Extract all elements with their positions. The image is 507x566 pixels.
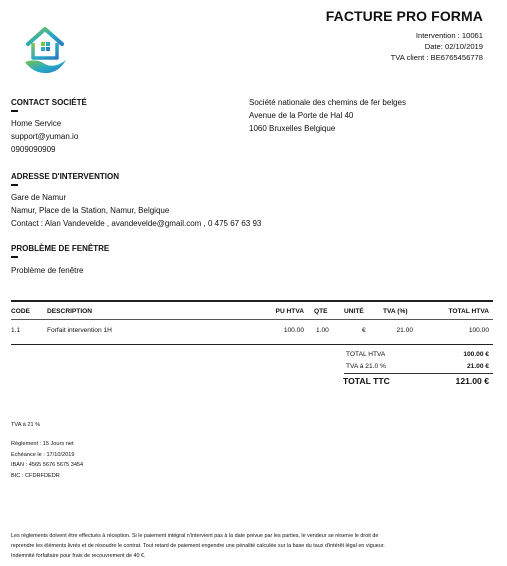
row-total: 100.00 bbox=[468, 327, 489, 334]
totals-rule bbox=[344, 373, 493, 374]
house-hand-logo-icon bbox=[22, 22, 68, 76]
table-bottom-rule bbox=[11, 344, 493, 345]
document-title: FACTURE PRO FORMA bbox=[325, 8, 483, 24]
client-vat-number: TVA client : BE6765456778 bbox=[390, 53, 483, 62]
legal-line-1: Les règlements doivent être effectués à réception. Si le paiement intégral n'intervient pas à la date prévue par les parties, le vendeur se réserve le droit de bbox=[11, 533, 379, 539]
due-date: Echéance le : 17/10/2019 bbox=[11, 452, 75, 458]
company-name: Home Service bbox=[11, 119, 62, 128]
total-ttc-label: TOTAL TTC bbox=[343, 376, 390, 386]
iban: IBAN : 4565 5676 5675 3454 bbox=[11, 462, 84, 468]
company-logo bbox=[22, 22, 68, 76]
heading-underline bbox=[11, 184, 18, 186]
row-description: Forfait intervention 1H bbox=[47, 327, 112, 334]
col-quantity-header: QTE bbox=[314, 308, 328, 315]
col-vat-header: TVA (%) bbox=[383, 308, 408, 315]
table-top-rule bbox=[11, 300, 493, 302]
row-unit: € bbox=[362, 327, 366, 334]
legal-line-3: Indemnité forfaitaire pour frais de recouvrement de 40 €. bbox=[11, 553, 146, 559]
total-htva-value: 100.00 € bbox=[463, 351, 489, 358]
row-code: 1.1 bbox=[11, 327, 21, 334]
total-ttc-value: 121.00 € bbox=[455, 376, 489, 386]
intervention-number: Intervention : 10061 bbox=[415, 31, 483, 40]
tax-note: TVA à 21 % bbox=[11, 422, 41, 428]
problem-heading: PROBLÈME DE FENÊTRE bbox=[11, 244, 110, 253]
row-quantity: 1.00 bbox=[316, 327, 329, 334]
total-tva-value: 21.00 € bbox=[467, 363, 489, 370]
client-street: Avenue de la Porte de Hal 40 bbox=[249, 111, 354, 120]
intervention-address-heading: ADRESSE D'INTERVENTION bbox=[11, 172, 119, 181]
company-email: support@yuman.io bbox=[11, 132, 79, 141]
problem-description: Problème de fenêtre bbox=[11, 266, 84, 275]
total-htva-label: TOTAL HTVA bbox=[346, 351, 386, 358]
company-phone: 0909090909 bbox=[11, 145, 56, 154]
col-description-header: DESCRIPTION bbox=[47, 308, 93, 315]
heading-underline bbox=[11, 256, 18, 258]
col-unit-price-header: PU HTVA bbox=[275, 308, 304, 315]
table-header-rule bbox=[11, 319, 493, 320]
company-contact-heading: CONTACT SOCIÉTÉ bbox=[11, 98, 87, 107]
col-unit-header: UNITÉ bbox=[344, 308, 364, 315]
document-date: Date: 02/10/2019 bbox=[424, 42, 483, 51]
intervention-place: Gare de Namur bbox=[11, 193, 67, 202]
client-name: Société nationale des chemins de fer belges bbox=[249, 98, 406, 107]
row-vat: 21.00 bbox=[396, 327, 413, 334]
col-total-header: TOTAL HTVA bbox=[448, 308, 489, 315]
heading-underline bbox=[11, 110, 18, 112]
bic: BIC : CFDRFDEDR bbox=[11, 473, 60, 479]
client-city: 1060 Bruxelles Belgique bbox=[249, 124, 336, 133]
intervention-contact: Contact : Alan Vandevelde , avandevelde@gmail.com , 0 475 67 63 93 bbox=[11, 219, 262, 228]
intervention-street: Namur, Place de la Station, Namur, Belgique bbox=[11, 206, 170, 215]
total-tva-label: TVA à 21.0 % bbox=[346, 363, 386, 370]
col-code-header: CODE bbox=[11, 308, 31, 315]
legal-line-2: reprendre les éléments livrés et de résoudre le contrat. Tout retard de paiement engendre une pénalité calculée sur la base du taux d'intérêt légal en vigueur. bbox=[11, 543, 385, 549]
payment-terms: Règlement : 15 Jours net bbox=[11, 441, 74, 447]
row-unit-price: 100.00 bbox=[283, 327, 304, 334]
